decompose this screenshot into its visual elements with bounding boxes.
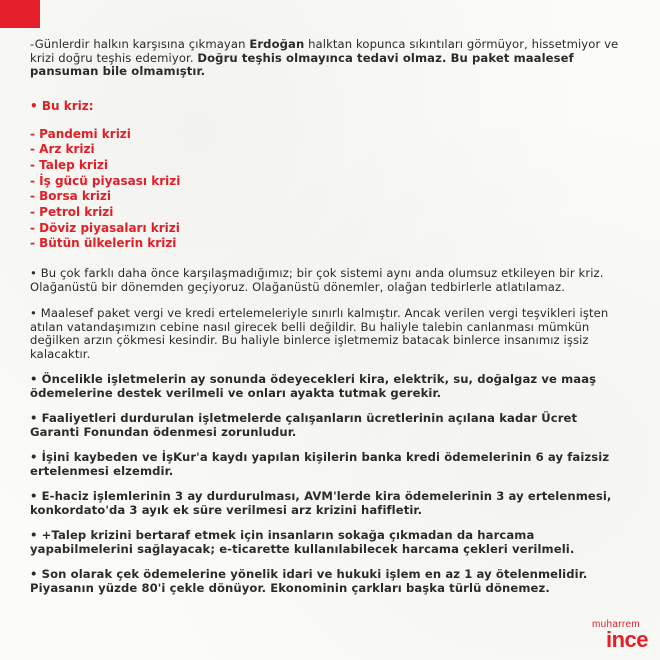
document-body bbox=[30, 38, 630, 595]
intro-bold-conclusion: Doğru teşhis olmayınca tedavi olmaz. Bu paket maalesef pansuman bile olmamıştır. bbox=[30, 50, 574, 78]
paragraph-checks: • Son olarak çek ödemelerine yönelik idari ve hukuki işlem en az 1 ay ötelenmelidir. Piyasanın yüzde 80'i çekle dönüyor. Ekonominin çarkları başka türlü dönemez. bbox=[30, 567, 588, 595]
crisis-item-labor-market: - İş gücü piyasası krizi bbox=[30, 173, 181, 188]
intro-paragraph bbox=[30, 38, 630, 79]
paragraph-demand: • +Talep krizini bertaraf etmek için insanların sokağa çıkmadan da harcama yapabilmelerini sağlayacak; e-ticarette kullanılabilecek harcama çekleri verilmeli. bbox=[30, 528, 575, 556]
intro-text-middle: halktan kopunca sıkıntıları görmüyor, hissetmiyor ve krizi doğru teşhis edemiyor. bbox=[30, 37, 619, 65]
crisis-item-stock-market: - Borsa krizi bbox=[30, 189, 111, 204]
brand-logo bbox=[568, 620, 648, 650]
crisis-item-pandemic: - Pandemi krizi bbox=[30, 126, 131, 141]
intro-bold-name: Erdoğan bbox=[249, 37, 305, 51]
logo-last-name: ince bbox=[605, 627, 648, 652]
paragraph-package: • Maalesef paket vergi ve kredi ertelemeleriyle sınırlı kalmıştır. Ancak verilen vergi teşvikleri işten atılan vatandaşımızın cebine nasıl girecek belli değildir. Bu haliyle talebin canlanması mümkün değilken arzın çökmesi kesindir. Bu haliyle binlerce işletmemiz batacak binlerce insanımız işsiz kalacaktır. bbox=[30, 306, 609, 361]
crisis-list bbox=[30, 127, 630, 253]
paragraph-bills: • Öncelikle işletmelerin ay sonunda ödeyecekleri kira, elektrik, su, doğalgaz ve maaş ödemelerine destek verilmeli ve onları ayakta tutmak gerekir. bbox=[30, 372, 597, 400]
crisis-item-oil: - Petrol krizi bbox=[30, 205, 114, 220]
crisis-item-currency: - Döviz piyasaları krizi bbox=[30, 220, 180, 235]
paragraph-ehaciz: • E-haciz işlemlerinin 3 ay durdurulması, AVM'lerde kira ödemelerinin 3 ay ertelenmesi, konkordato'da 3 ayık ek süre verilmesi arz krizini hafifletir. bbox=[30, 489, 612, 517]
red-corner-block bbox=[0, 0, 40, 28]
crisis-item-demand: - Talep krizi bbox=[30, 157, 109, 172]
crisis-item-supply: - Arz krizi bbox=[30, 142, 95, 157]
intro-text-start: -Günlerdir halkın karşısına çıkmayan bbox=[30, 37, 250, 51]
paragraph-extraordinary: • Bu çok farklı daha önce karşılaşmadığımız; bir çok sistemi aynı anda olumsuz etkileyen bir kriz. Olağanüstü bir dönemden geçiyoruz. Olağanüstü dönemler, olağan tedbirlerle atlatılamaz. bbox=[30, 266, 604, 294]
paragraph-wages: • Faaliyetleri durdurulan işletmelerde çalışanların ücretlerinin açılana kadar Ücret Garanti Fonundan ödenmesi zorunludur. bbox=[30, 411, 578, 439]
crisis-heading: • Bu kriz: bbox=[30, 98, 94, 113]
paragraph-loans: • İşini kaybeden ve İşKur'a kaydı yapılan kişilerin banka kredi ödemelerinin 6 ay faizsiz ertelenmesi elzemdir. bbox=[30, 450, 610, 478]
logo-first-name: muharrem bbox=[592, 619, 640, 630]
crisis-item-global: - Bütün ülkelerin krizi bbox=[30, 236, 177, 251]
